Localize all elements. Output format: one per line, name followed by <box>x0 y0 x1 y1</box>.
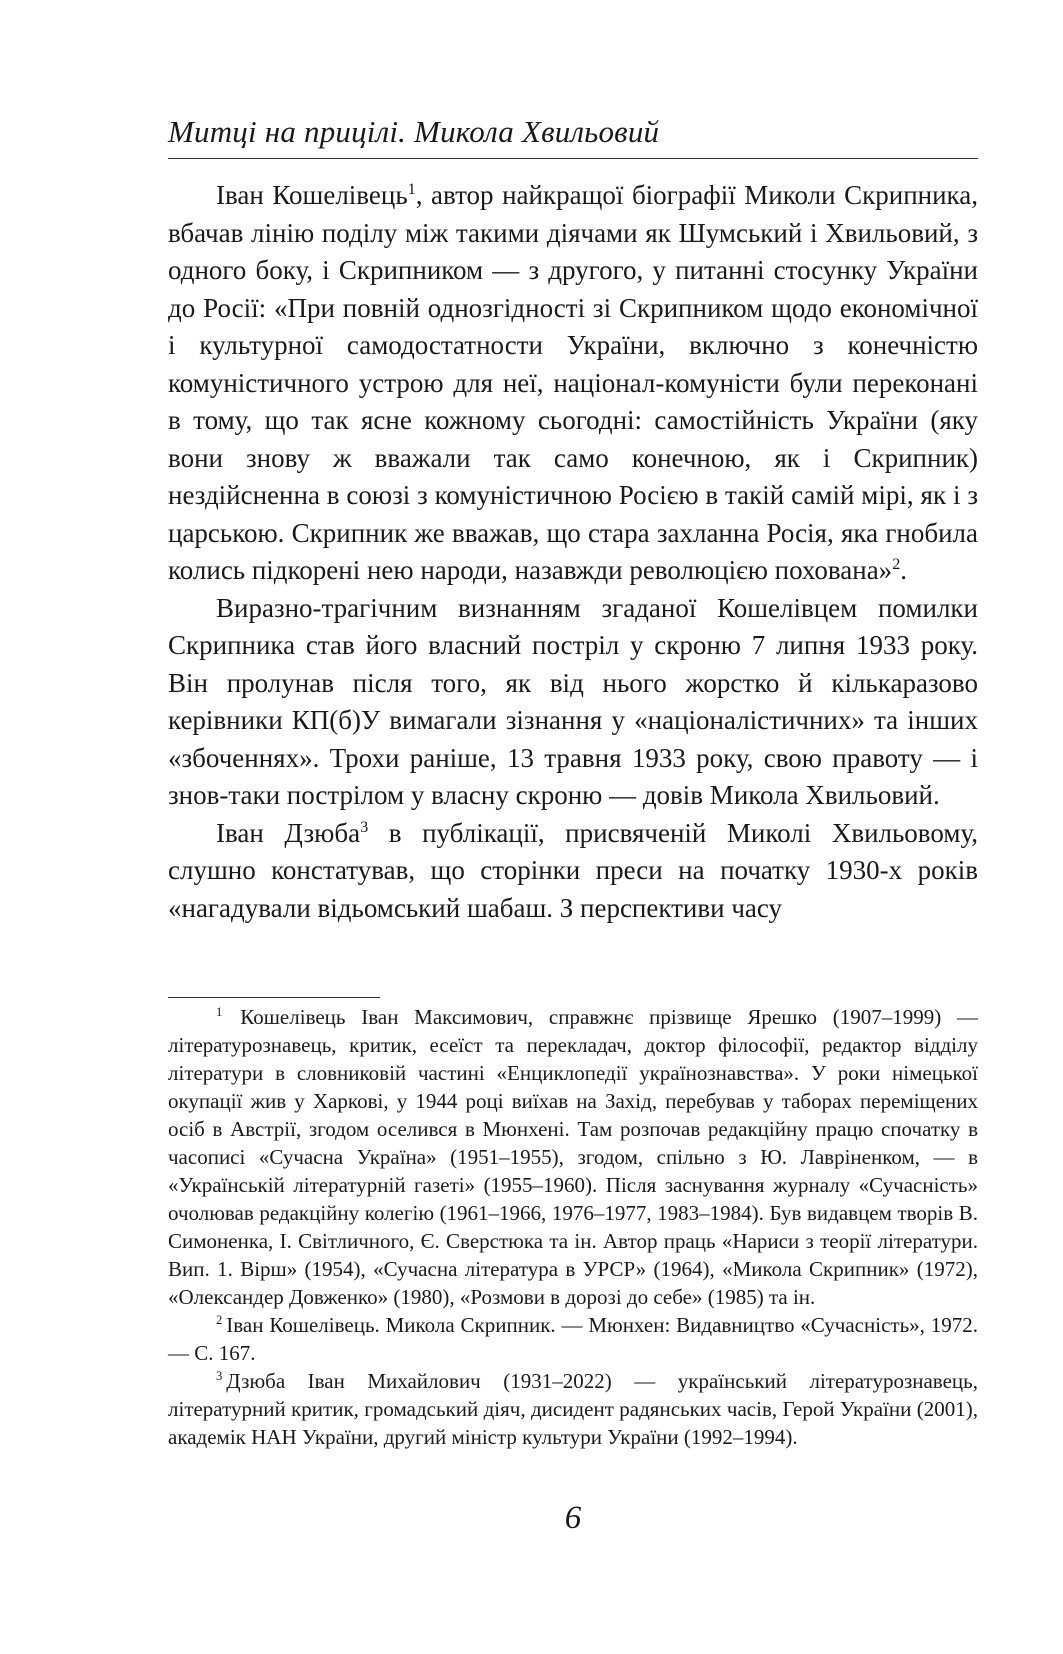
footnote-ref-3: 3 <box>360 817 369 836</box>
footnote-3 <box>168 1367 978 1451</box>
book-page <box>168 0 978 1654</box>
paragraph-2: Виразно-трагічним визнанням згаданої Кошелівцем помилки Скрипника став його власний постріл у скроню 7 липня 1933 року. Він пролунав після того, як від нього жорстко й кількаразово керівники КП(б)У вимагали зізнання у «націоналістичних» та інших «збоченнях». Трохи раніше, 13 травня 1933 року, свою правоту — і знов-таки пострілом у власну скроню — довів Микола Хвильовий. <box>168 592 978 810</box>
paragraph-3 <box>168 815 978 928</box>
paragraph-1 <box>168 177 978 590</box>
footnote-2 <box>168 1311 978 1367</box>
footnote-3-text: Дзюба Іван Михайлович (1931–2022) — український літературознавець, літературний критик, громадський діяч, дисидент радянських часів, Герой України (2001), академік НАН України, другий міністр культури України (1992–1994). <box>168 1369 978 1449</box>
paragraph-3-start: Іван Дзюба <box>216 817 361 848</box>
paragraph-3-rest: в публікації, присвяченій Миколі Хвильовому, слушно констатував, що сторінки преси на початку 1930-х років «нагадували відьомський шабаш. З перспективи часу <box>168 817 978 923</box>
footnote-ref-2: 2 <box>892 555 901 573</box>
footnotes <box>168 1003 978 1451</box>
footnote-2-mark: 2 <box>216 1313 223 1327</box>
footnote-separator <box>168 997 380 998</box>
header-rule <box>168 158 978 159</box>
paragraph-1-start: Іван Кошелівець <box>216 180 408 210</box>
footnote-1 <box>168 1003 978 1311</box>
footnote-1-mark: 1 <box>216 1005 223 1019</box>
footnote-ref-1: 1 <box>407 180 416 198</box>
footnote-1-text: Кошелівець Іван Максимович, справжнє прізвище Ярешко (1907–1999) — літературознавець, критик, есеїст та перекладач, доктор філософії, редактор відділу літератури в словниковій частині «Енциклопедії українознавства». У роки німецької окупації жив у Харкові, у 1944 році виїхав на Захід, перебував у таборах переміщених осіб в Австрії, згодом оселився в Мюнхені. Там розпочав редакційну працю спочатку в часописі «Сучасна Україна» (1951–1955), згодом, спільно з Ю. Лавріненком, — в «Українській літературній газеті» (1955–1960). Після заснування журналу «Сучасність» очолював редакційну колегію (1961–1966, 1976–1977, 1983–1984). Був видавцем творів В. Симоненка, І. Світличного, Є. Сверстюка та ін. Автор праць «Нариси з теорії літератури. Вип. 1. Вірш» (1954), «Сучасна література в УРСР» (1964), «Микола Скрипник» (1972), «Олександер Довженко» (1980), «Розмови в дорозі до себе» (1985) та ін. <box>168 1005 978 1309</box>
paragraph-1-end: . <box>900 555 908 585</box>
paragraph-1-middle: , автор найкращої біографії Миколи Скрипника, вбачав лінію поділу між такими діячами як Шумський і Хвильовий, з одного боку, і Скрипником — з другого, у питанні стосунку України до Росії: «При повній однозгідності зі Скрипником щодо економічної і культурної самодостатности України, включно з конечністю комуністичного устрою для неї, націонал-комуністи були переконані в тому, що так ясне кожному сьогодні: самостійність України (яку вони знову ж вважали так само конечною, як і Скрипник) нездійсненна в союзі з комуністичною Росією в такій самій мірі, як і з царською. Скрипник же вважав, що стара захланна Росія, яка гнобила колись підкорені нею народи, назавжди революцією похована» <box>168 180 978 585</box>
main-text <box>168 177 978 927</box>
running-header: Митці на прицілі. Микола Хвильовий <box>168 114 660 149</box>
footnote-2-text: Іван Кошелівець. Микола Скрипник. — Мюнхен: Видавництво «Сучасність», 1972. — С. 167. <box>168 1313 978 1365</box>
footnote-3-mark: 3 <box>216 1369 223 1383</box>
page-number: 6 <box>564 1500 582 1536</box>
